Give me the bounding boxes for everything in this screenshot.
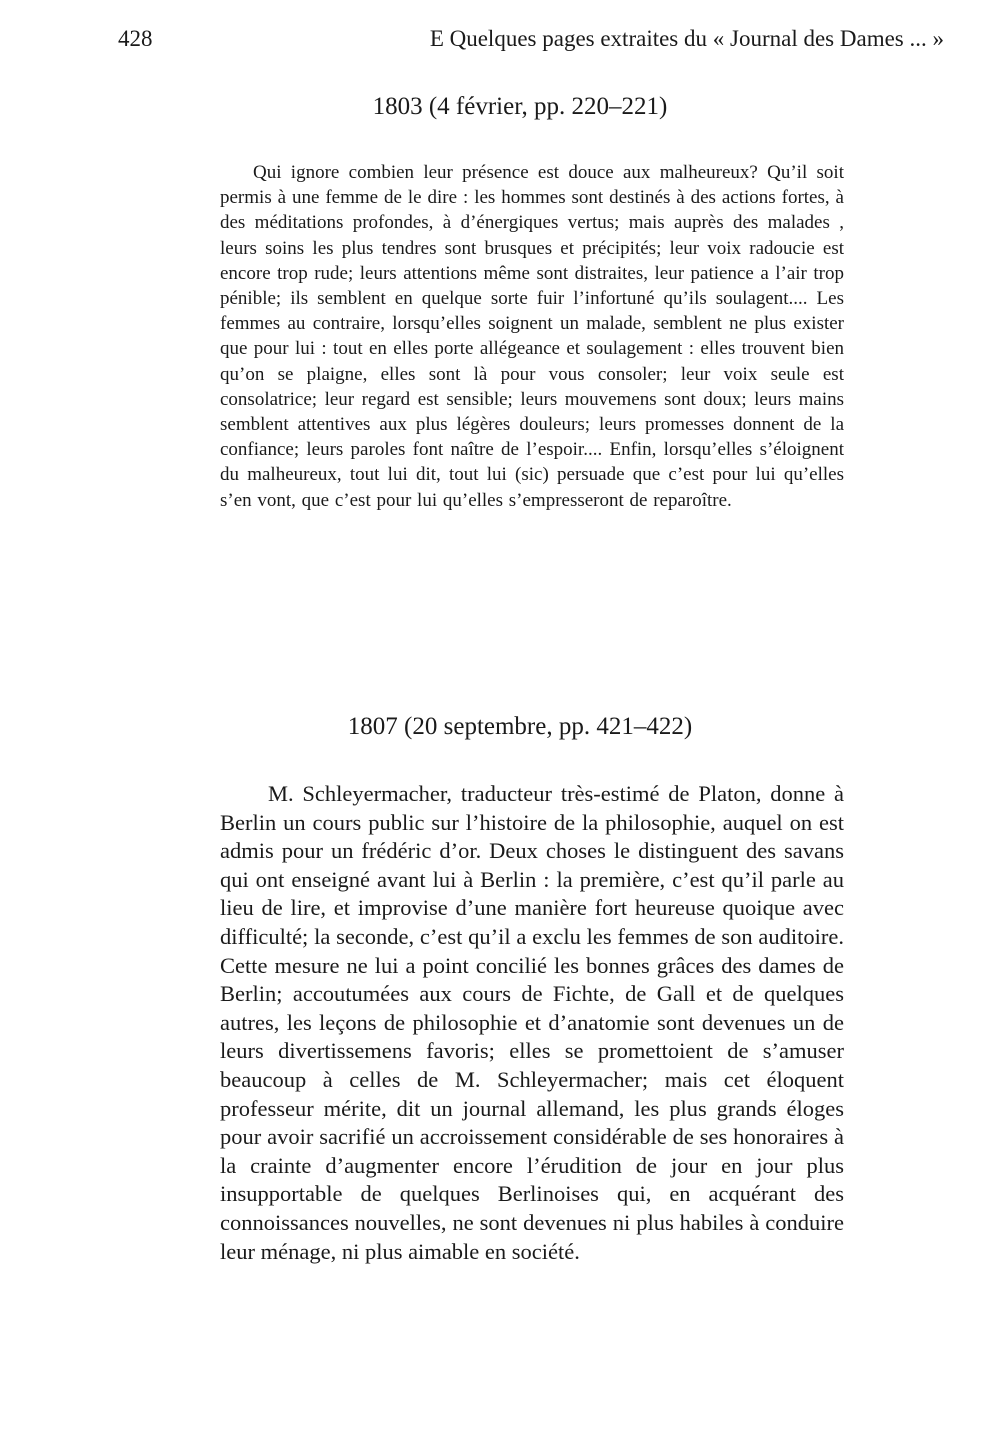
section-heading-1803: 1803 (4 février, pp. 220–221) [372, 93, 668, 120]
passage-1807: M. Schleyermacher, traducteur très-estimé de Platon, donne à Berlin un cours public sur l’histoire de la philosophie, auquel on est admis pour un frédéric d’or. Deux choses le distinguent des savans qui ont enseigné avant lui à Berlin : la première, c’est qu’il parle au lieu de lire, et improvise d’une manière fort heureuse quoique avec difficulté; la seconde, c’est qu’il a exclu les femmes de son auditoire. Cette mesure ne lui a point concilié les bonnes grâces des dames de Berlin; accoutumées aux cours de Fichte, de Gall et de quelques autres, les leçons de philosophie et d’anatomie sont devenues un de leurs divertissemens favoris; elles se promettoient de s’amuser beaucoup à celles de M. Schleyermacher; mais cet éloquent professeur mérite, dit un journal allemand, les plus grands éloges pour avoir sacrifié un accroissement considérable de ses honoraires à la crainte d’augmenter encore l’érudition de jour en jour plus insupportable de quelques Berlinoises qui, en acquérant des connoissances nouvelles, ne sont devenues ni plus habiles à conduire leur ménage, ni plus aimable en société. [220, 781, 844, 1264]
page-number: 428 [118, 26, 153, 51]
passage-1803: Qui ignore combien leur présence est douce aux malheureux? Qu’il soit permis à une femme de le dire : les hommes sont destinés à des actions fortes, à des méditations profondes, à d’énergiques vertus; mais auprès des malades , leurs soins les plus tendres sont brusques et précipités; leur voix radoucie est encore trop rude; leurs attentions même sont distraites, leur patience a l’air trop pénible; ils semblent en quelque sorte fuir l’infortuné qu’ils soulagent.... Les femmes au contraire, lorsqu’elles soignent un malade, semblent ne plus exister que pour lui : tout en elles porte allégeance et soulagement : elles trouvent bien qu’on se plaigne, elles sont là pour vous consoler; leur voix seule est consolatrice; leur regard est sensible; leurs mouvemens sont doux; leurs mains semblent attentives aux plus légères douleurs; leurs promesses donnent de la confiance; leurs paroles font naître de l’espoir.... Enfin, lorsqu’elles s’éloignent du malheureux, tout lui dit, tout lui (sic) persuade que c’est pour lui qu’elles s’en vont, que c’est pour lui qu’elles s’empresseront de reparoître. [220, 162, 844, 511]
running-head: E Quelques pages extraites du « Journal des Dames ... » [429, 26, 944, 51]
section-heading-1807: 1807 (20 septembre, pp. 421–422) [347, 713, 693, 740]
